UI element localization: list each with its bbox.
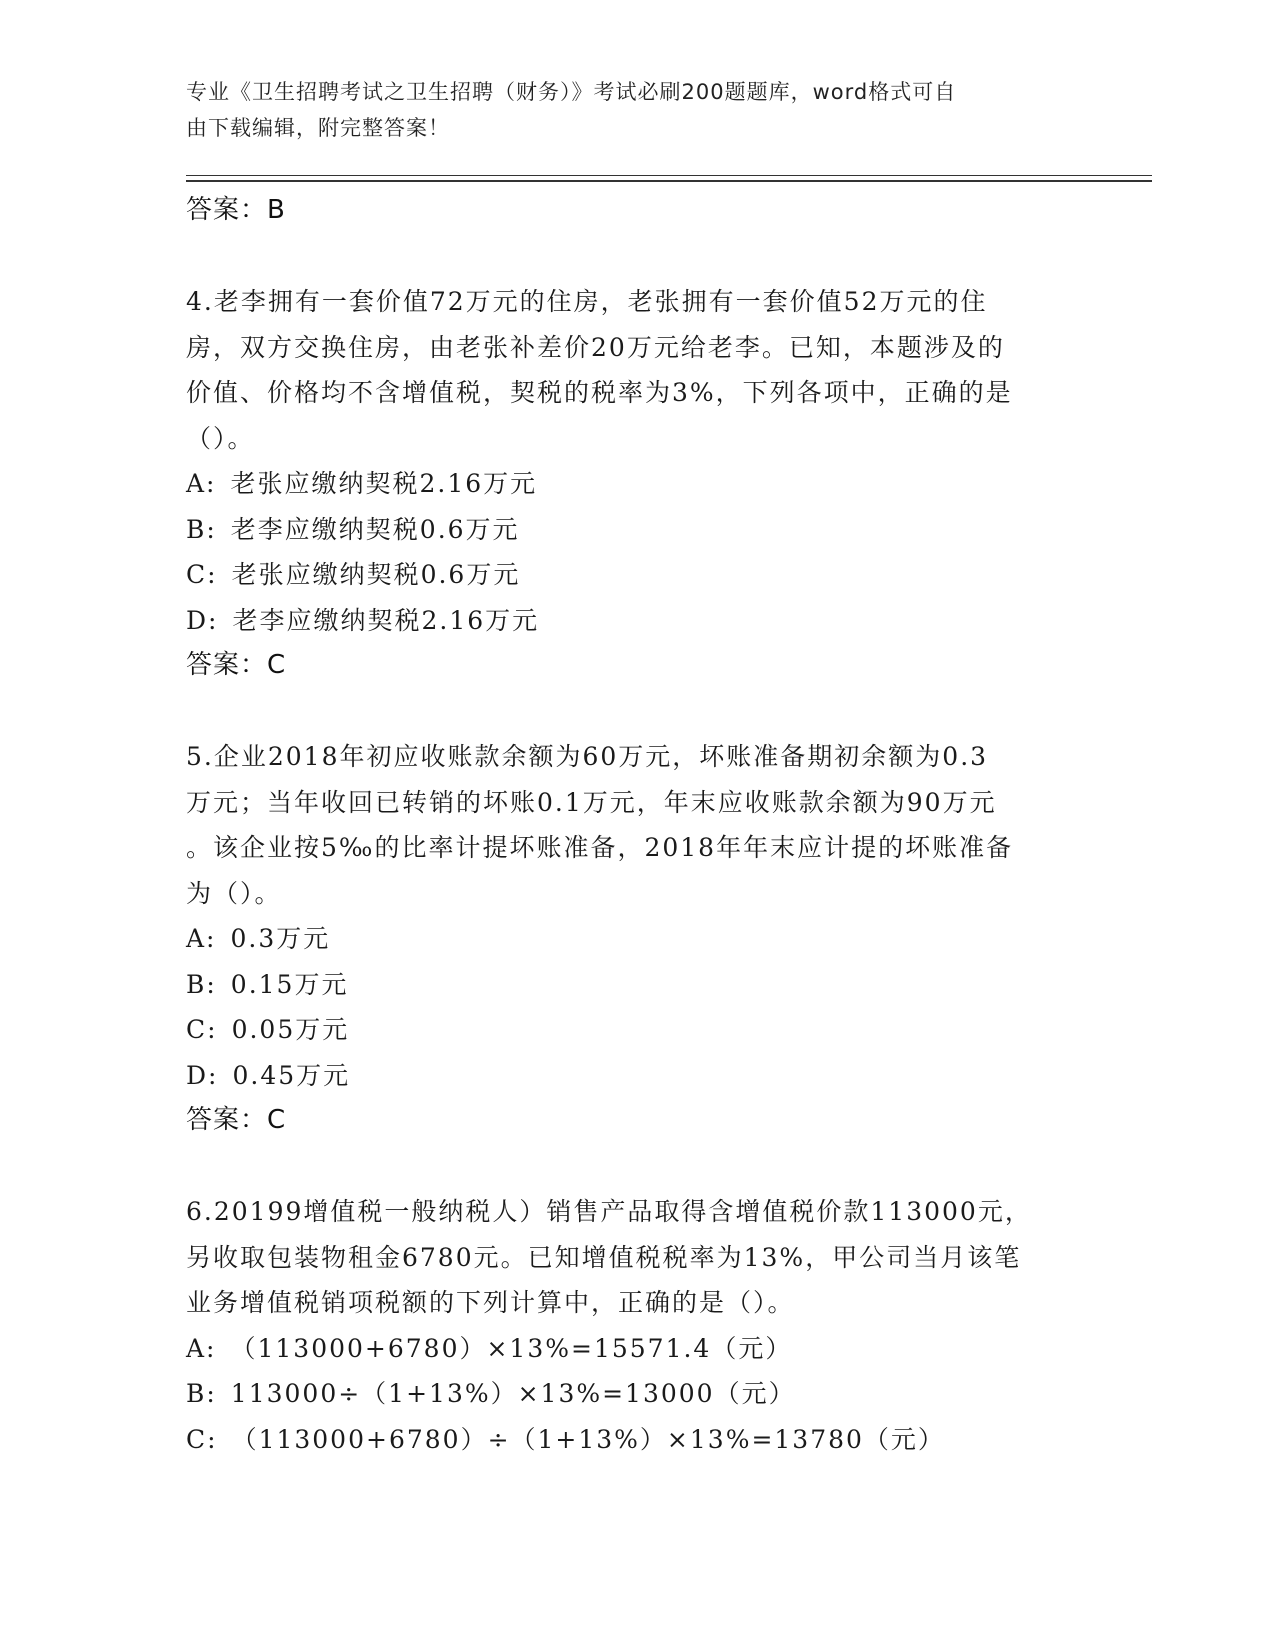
option-text: 113000÷（1+13%）×13%=13000（元） xyxy=(230,1379,796,1408)
question-5-option-c xyxy=(186,1007,1086,1053)
question-4-line-3: 价值、价格均不含增值税，契税的税率为3%，下列各项中，正确的是 xyxy=(186,378,1013,407)
option-key: A: xyxy=(186,469,217,498)
option-text: （113000+6780）×13%=15571.4（元） xyxy=(230,1333,793,1363)
option-text: 0.15万元 xyxy=(230,969,349,999)
question-6-option-a xyxy=(186,1326,1086,1372)
question-6-option-c xyxy=(186,1417,1086,1463)
question-6-line-1: 6.20199增值税一般纳税人）销售产品取得含增值税价款113000元， xyxy=(186,1197,1032,1226)
header-rule-thick xyxy=(186,180,1152,182)
question-5 xyxy=(186,734,1086,1144)
option-key: D: xyxy=(186,1060,219,1090)
question-5-line-1: 5.企业2018年初应收账款余额为60万元，坏账准备期初余额为0.3 xyxy=(186,742,989,771)
question-4-line-1: 4.老李拥有一套价值72万元的住房，老张拥有一套价值52万元的住 xyxy=(186,287,988,316)
question-4-option-b xyxy=(186,507,1086,553)
option-key: D: xyxy=(186,605,219,635)
option-key: C: xyxy=(186,560,218,589)
question-5-answer: 答案：C xyxy=(186,1105,287,1135)
question-4-option-a xyxy=(186,461,1086,507)
question-6-option-b xyxy=(186,1371,1086,1417)
question-5-option-b xyxy=(186,962,1086,1008)
question-4-option-c xyxy=(186,552,1086,598)
option-text: （113000+6780）÷（1+13%）×13%=13780（元） xyxy=(231,1424,945,1454)
question-6-line-3: 业务增值税销项税额的下列计算中，正确的是（）。 xyxy=(186,1288,795,1317)
question-5-line-2: 万元；当年收回已转销的坏账0.1万元，年末应收账款余额为90万元 xyxy=(186,787,997,817)
page-header xyxy=(186,74,1066,146)
question-4 xyxy=(186,279,1086,689)
option-text: 老李应缴纳契税2.16万元 xyxy=(232,605,540,635)
option-key: B: xyxy=(186,1379,217,1408)
question-5-option-a xyxy=(186,916,1086,962)
spacer xyxy=(186,234,1086,280)
option-key: C: xyxy=(186,1424,218,1454)
option-text: 0.45万元 xyxy=(232,1060,351,1090)
option-key: A: xyxy=(186,924,217,953)
document-body xyxy=(186,188,1086,1462)
header-line-1: 专业《卫生招聘考试之卫生招聘（财务）》考试必刷200题题库，word格式可自 xyxy=(186,80,957,104)
option-key: A: xyxy=(186,1333,217,1363)
header-line-2: 由下载编辑，附完整答案！ xyxy=(186,116,450,140)
option-text: 老李应缴纳契税0.6万元 xyxy=(230,514,520,544)
option-key: B: xyxy=(186,969,217,999)
option-key: B: xyxy=(186,514,217,544)
previous-answer: 答案：B xyxy=(186,195,286,225)
option-text: 0.3万元 xyxy=(230,924,331,953)
option-text: 老张应缴纳契税2.16万元 xyxy=(230,469,538,498)
question-4-line-4: （）。 xyxy=(186,423,255,453)
question-4-line-2: 房，双方交换住房，由老张补差价20万元给老李。已知，本题涉及的 xyxy=(186,332,1005,362)
question-6 xyxy=(186,1189,1086,1462)
spacer xyxy=(186,1144,1086,1190)
question-5-line-4: 为（）。 xyxy=(186,878,282,908)
question-5-option-d xyxy=(186,1053,1086,1099)
question-4-answer: 答案：C xyxy=(186,650,287,680)
question-5-line-3: 。该企业按5‰的比率计提坏账准备，2018年年末应计提的坏账准备 xyxy=(186,833,1014,862)
option-text: 0.05万元 xyxy=(231,1015,350,1044)
header-rule-thin xyxy=(186,175,1152,176)
question-6-line-2: 另收取包装物租金6780元。已知增值税税率为13%，甲公司当月该笔 xyxy=(186,1242,1022,1272)
option-text: 老张应缴纳契税0.6万元 xyxy=(231,560,521,589)
spacer xyxy=(186,689,1086,735)
option-key: C: xyxy=(186,1015,218,1044)
question-4-option-d xyxy=(186,598,1086,644)
